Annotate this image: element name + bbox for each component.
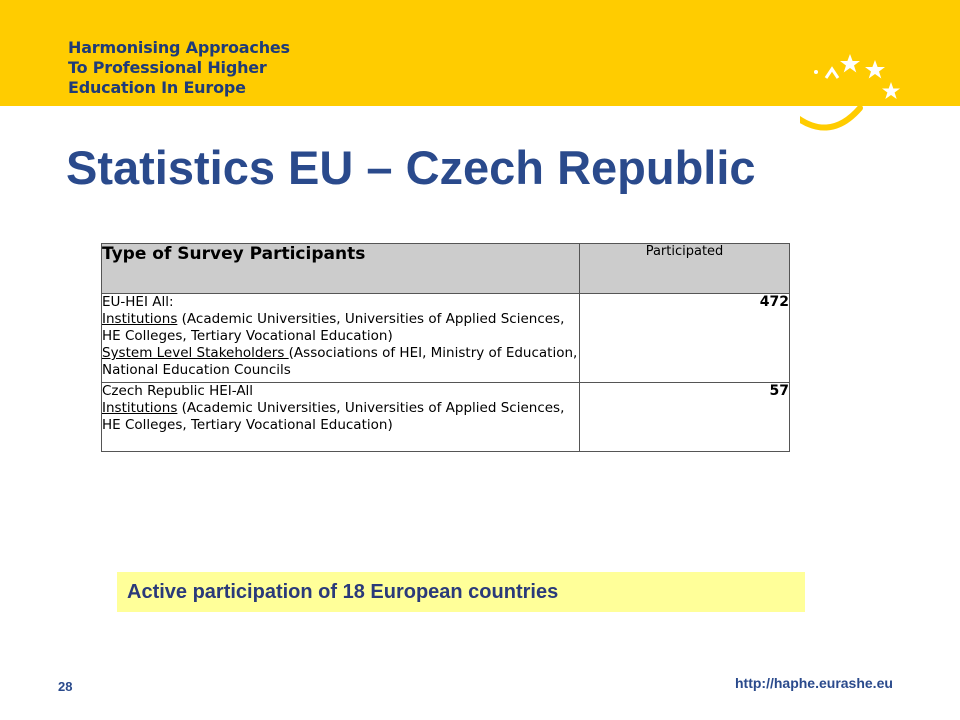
item-detail: (Academic Universities, Universities of Applied Sciences, HE Colleges, Tertiary Vocational Education) (102, 400, 565, 433)
item-label: Institutions (102, 400, 178, 416)
star-icon (840, 54, 860, 73)
item-detail: (Academic Universities, Universities of Applied Sciences, HE Colleges, Tertiary Vocational Education) (102, 311, 565, 344)
group-title: EU-HEI All: (102, 294, 174, 310)
table-header-participated: Participated (580, 244, 790, 294)
smile-icon (800, 108, 860, 128)
table-row (102, 383, 790, 452)
star-icon (814, 70, 818, 74)
item-detail: (Associations of HEI, Ministry of Education, National Education Councils (102, 345, 578, 378)
footer-url[interactable]: http://haphe.eurashe.eu (735, 675, 893, 691)
page-number: 28 (58, 679, 73, 694)
header-line-2: To Professional Higher (68, 58, 267, 77)
header-banner (0, 0, 960, 106)
star-icon (882, 82, 900, 99)
table-header-type: Type of Survey Participants (102, 244, 580, 294)
header-line-1: Harmonising Approaches (68, 38, 290, 57)
table-row (102, 294, 790, 383)
page-title: Statistics EU – Czech Republic (66, 141, 756, 194)
group-title: Czech Republic HEI-All (102, 383, 254, 399)
participation-note: Active participation of 18 European countries (117, 572, 805, 612)
item-label: System Level Stakeholders (102, 345, 289, 361)
participated-value: 57 (580, 383, 790, 452)
item-label: Institutions (102, 311, 178, 327)
star-icon (826, 69, 838, 78)
eu-stars-smile-logo-icon (800, 40, 910, 135)
header-line-3: Education In Europe (68, 78, 246, 97)
row-description (102, 294, 580, 383)
row-description (102, 383, 580, 452)
star-icon (865, 60, 885, 79)
survey-table (101, 243, 790, 452)
participated-value: 472 (580, 294, 790, 383)
